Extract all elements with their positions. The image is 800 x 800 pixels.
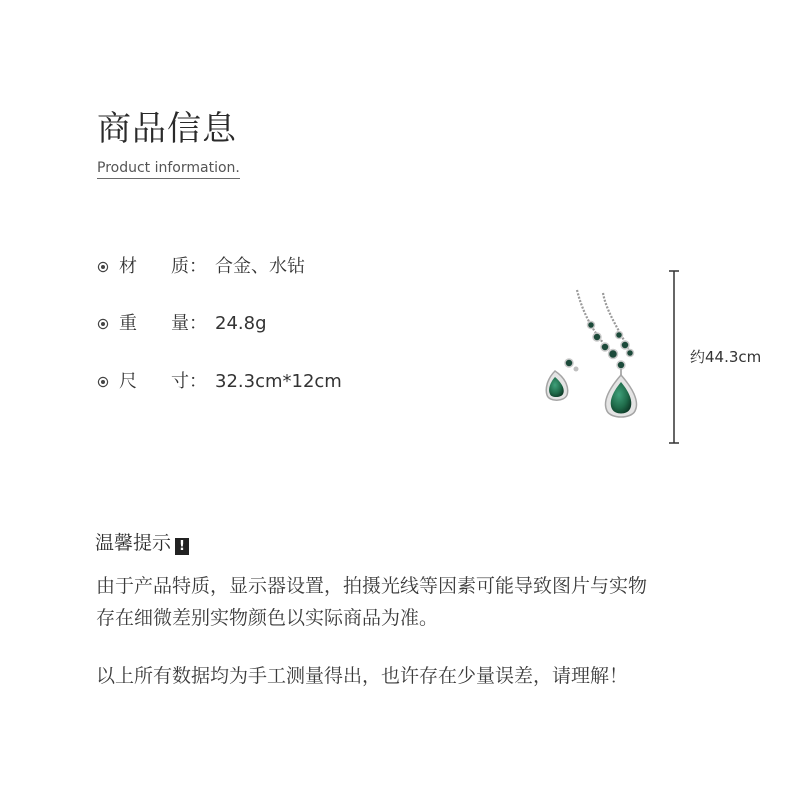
- bullet-icon: [97, 376, 109, 388]
- page-title: 商品信息: [97, 109, 237, 149]
- product-image: [535, 285, 665, 435]
- spec-value: 32.3cm*12cm: [215, 371, 342, 392]
- bullet-icon: [97, 261, 109, 273]
- notice-title: [95, 530, 189, 556]
- spec-value: 合金、水钻: [215, 256, 305, 277]
- page-subtitle: Product information.: [97, 160, 240, 179]
- exclamation-icon: !: [175, 538, 189, 555]
- notice-line: 由于产品特质，显示器设置，拍摄光线等因素可能导致图片与实物: [96, 575, 648, 597]
- spec-label: 材: [119, 256, 137, 277]
- dimension-marker: [668, 270, 680, 444]
- notice-line: 以上所有数据均为手工测量得出，也许存在少量误差，请理解！: [96, 665, 629, 687]
- spec-label: 尺: [119, 371, 137, 392]
- dimension-label: 约44.3cm: [690, 348, 762, 366]
- spec-label: 寸：: [171, 371, 207, 392]
- spec-label: 量：: [171, 313, 207, 334]
- spec-value: 24.8g: [215, 313, 267, 334]
- notice-title-text: 温馨提示: [95, 532, 172, 554]
- bullet-icon: [97, 318, 109, 330]
- spec-label: 质：: [171, 256, 207, 277]
- spec-label: 重: [119, 313, 137, 334]
- notice-line: 存在细微差别实物颜色以实际商品为准。: [96, 607, 439, 629]
